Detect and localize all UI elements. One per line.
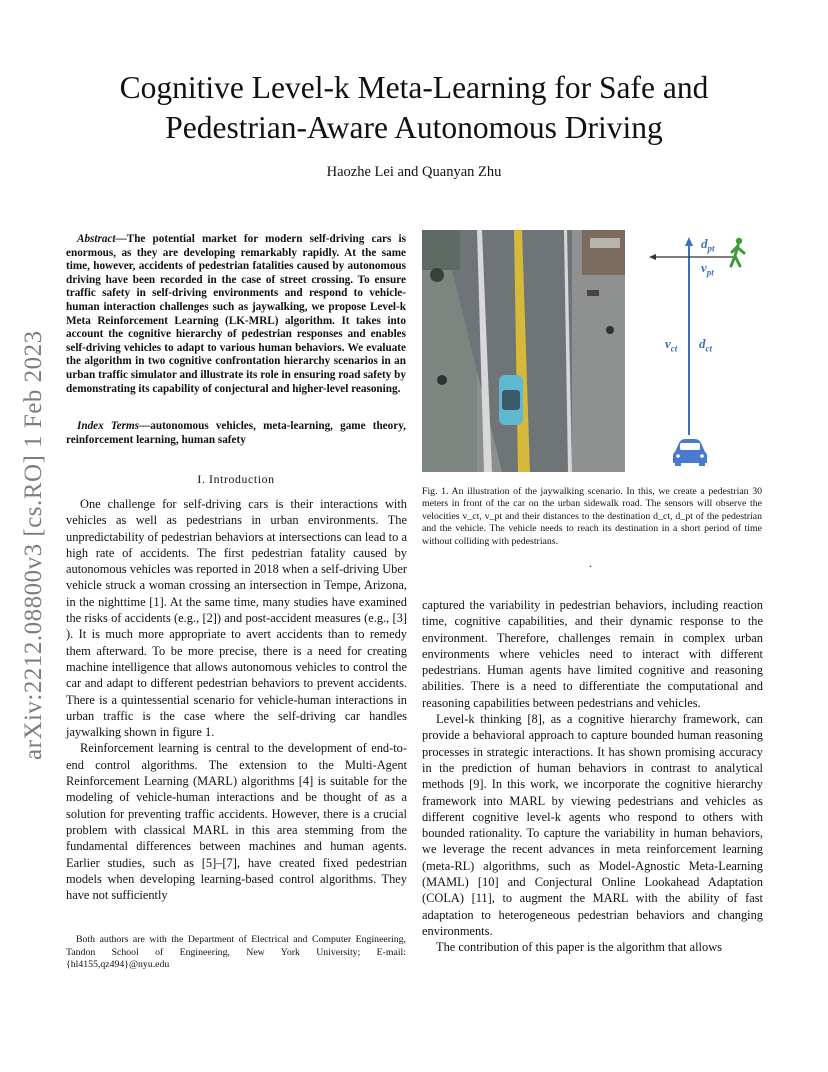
figure-1	[422, 230, 762, 472]
index-terms	[66, 420, 406, 447]
paper-title	[0, 68, 828, 148]
car-icon	[673, 439, 707, 466]
v-ct-label: $v_{ct}$	[665, 336, 678, 354]
abstract-label: Abstract	[77, 233, 116, 245]
d-pt-label: $d_{pt}$	[701, 236, 715, 254]
abstract	[66, 233, 406, 396]
simulator-screenshot	[422, 230, 625, 472]
paragraph: captured the variability in pedestrian behaviors, including reaction time, cognitive capabilities, and their dynamic response to the environment. Therefore, challenges remain in complex urban environments where vehicles need to interact with different pedestrians. Human agents have limited cognitive and reasoning abilities. There is a need to differentiate the computational and reasoning capabilities between pedestrians and vehicles.	[422, 598, 763, 710]
v-pt-label: $v_{pt}$	[701, 260, 714, 278]
left-column-body	[66, 496, 407, 903]
title-line-2: Pedestrian-Aware Autonomous Driving	[165, 110, 663, 145]
paragraph: Level-k thinking [8], as a cognitive hierarchy framework, can provide a behavioral approach to capture bounded human reasoning processes in strategic interactions. It has shown promising accuracy in the prediction of human behaviors in contrast to analytical methods [9]. In this work, we incorporate the cognitive hierarchy framework into MARL by viewing pedestrians and vehicles as different cognitive level-k agents who respond to others with bounded rationality. To capture the variability in human behaviors, we leverage the recent advances in meta reinforcement learning (meta-RL) algorithms, such as Model-Agnostic Meta-Learning (MAML) [10] and Conjectural Online Lookahead Adaptation (COLA) [11], to augment the MARL with the ability of fast adaptation to heterogeneous pedestrian behaviors and changing environments.	[422, 712, 763, 938]
right-column-body	[422, 597, 763, 956]
d-ct-label: $d_{ct}$	[699, 336, 712, 354]
authors: Haozhe Lei and Quanyan Zhu	[326, 164, 502, 180]
paragraph: Reinforcement learning is central to the development of end-to-end control algorithms. The extension to the Multi-Agent Reinforcement Learning (MARL) algorithms [4] is suitable for the modeling of vehicle-human interactions and be thought of as a solution for preventing traffic accidents. However, there is a crucial problem with classical MARL in this area stemming from the fundamental differences between machines and human agents. Earlier studies, such as [5]–[7], have created fixed pedestrian models when developing learning-based control algorithms. They have not sufficiently	[66, 741, 407, 903]
arxiv-stamp: arXiv:2212.08800v3 [cs.RO] 1 Feb 2023	[20, 330, 47, 760]
stray-dot: .	[589, 556, 592, 570]
jaywalking-diagram	[625, 230, 762, 472]
section-heading: I. Introduction	[197, 472, 275, 486]
pedestrian-icon	[731, 238, 744, 266]
title-line-1: Cognitive Level-k Meta-Learning for Safe and	[119, 70, 709, 105]
paragraph: The contribution of this paper is the algorithm that allows	[436, 940, 722, 955]
index-terms-text: —autonomous vehicles, meta-learning, game theory, reinforcement learning, human safety	[66, 420, 406, 446]
paragraph: One challenge for self-driving cars is their interactions with vehicles as well as pedestrians in urban environments. The unpredictability of pedestrian behaviors at intersections can lead to a high rate of accidents. The first pedestrian fatality caused by autonomous vehicles was reported in 2018 when a self-driving Uber vehicle struck a woman crossing an intersection in Tempe, Arizona, in the nighttime [1]. At the same time, many studies have examined the risks of accidents (e.g., [2]) and post-accident measures (e.g., [3] ). It is much more appropriate to avert accidents than to remedy them afterward. To be more precise, there is a need for creating machine intelligence that allows autonomous vehicles to control the car and adapt to different pedestrian behaviors to prevent accidents. There is a quintessential scenario for vehicle-human interactions in urban traffic is the case where the self-driving car handles jaywalking shown in figure 1.	[66, 497, 407, 740]
index-terms-label: Index Terms	[77, 420, 140, 432]
car-in-simulator	[499, 375, 523, 425]
abstract-text: —The potential market for modern self-driving cars is enormous, as they are developing remarkably rapidly. At the same time, however, accidents of pedestrian fatalities caused by autonomous driving have been recorded in the case of street crossing. To ensure traffic safety in self-driving environments and respond to vehicle-human interaction challenges such as jaywalking, we propose Level-k Meta Reinforcement Learning (LK-MRL) algorithm. It takes into account the cognitive hierarchy of pedestrian responses and enables self-driving vehicles to adapt to various human behaviors. We evaluate the algorithm in two cognitive confrontation hierarchy scenarios in an urban traffic simulator and illustrate its role in ensuring road safety by demonstrating its capability of conjectural and higher-level reasoning.	[66, 233, 406, 395]
figure-caption: Fig. 1. An illustration of the jaywalking scenario. In this, we create a pedestrian 30 meters in front of the car on the urban sidewalk road. The sensors will observe the velocities v_ct, v_pt and their distances to the destination d_ct, d_pt of the pedestrian and the vehicle. The vehicle needs to reach its destination in a short period of time without colliding with pedestrians.	[422, 486, 762, 547]
footnote: Both authors are with the Department of Electrical and Computer Engineering, Tandon School of Engineering, New York University; E-mail: {hl4155,qz494}@nyu.edu	[66, 934, 406, 970]
